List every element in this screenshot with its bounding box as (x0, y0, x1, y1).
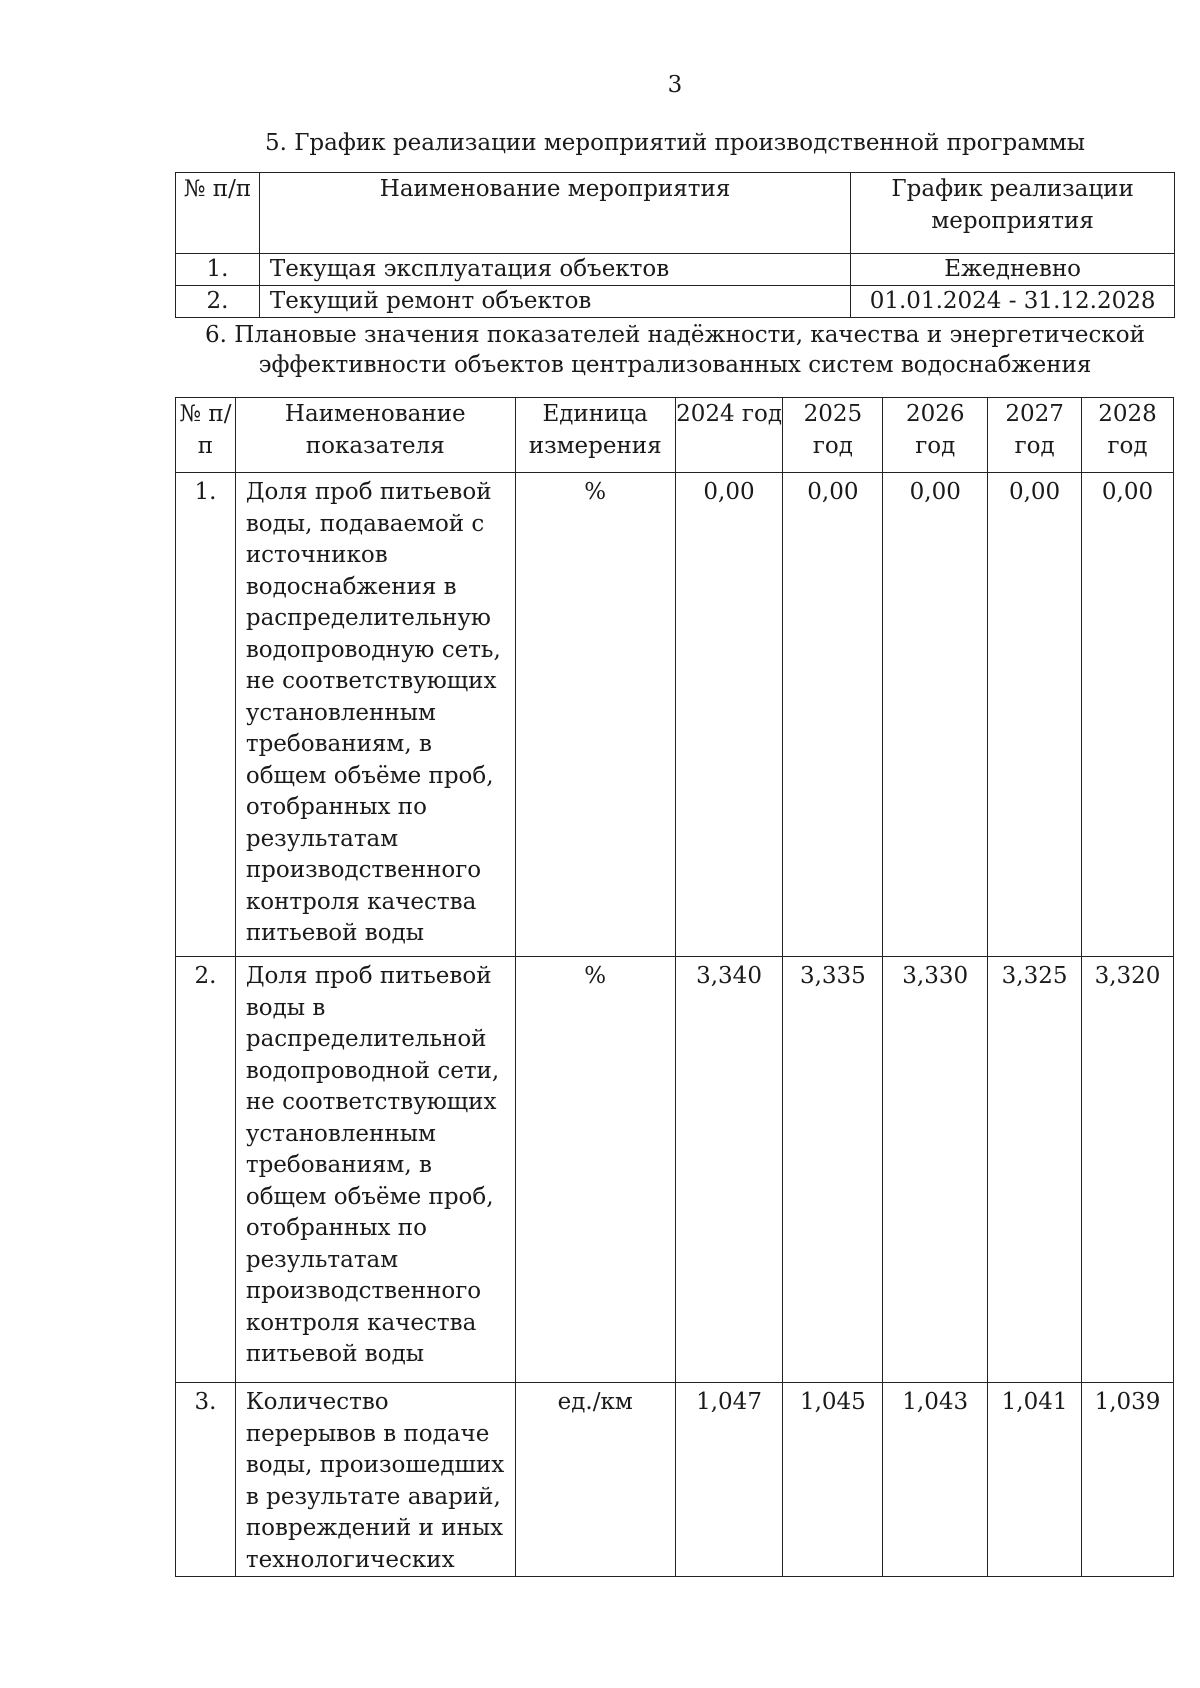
row-indicator-name: Количество перерывов в подаче воды, произошедших в результате аварий, повреждений и иных технологических (235, 1383, 515, 1577)
section-5-title: 5. График реализации мероприятий производственной программы (264, 130, 1086, 156)
header-year-2027: 2027 год (988, 398, 1082, 473)
row-indicator-name: Доля проб питьевой воды, подаваемой с источников водоснабжения в распределительную водопроводную сеть, не соответствующих установленным требованиям, в общем объёме проб, отобранных по результатам производственного контроля качества питьевой воды (235, 473, 515, 957)
header-unit: Единица измерения (515, 398, 675, 473)
row-value-2027: 0,00 (988, 473, 1082, 957)
section-6-title: 6. Плановые значения показателей надёжности, качества и энергетической эффективности объектов централизованных систем водоснабжения (205, 322, 1145, 378)
row-indicator-name: Доля проб питьевой воды в распределительной водопроводной сети, не соответствующих установленным требованиям, в общем объёме проб, отобранных по результатам производственного контроля качества питьевой воды (235, 957, 515, 1383)
page-number: 3 (667, 72, 683, 98)
row-value-2028: 3,320 (1082, 957, 1174, 1383)
row-schedule: 01.01.2024 - 31.12.2028 (851, 286, 1175, 318)
header-year-2024: 2024 год (675, 398, 783, 473)
header-schedule: График реализации мероприятия (851, 173, 1175, 254)
row-unit: ед./км (515, 1383, 675, 1577)
row-value-2027: 1,041 (988, 1383, 1082, 1577)
header-year-2026: 2026 год (883, 398, 988, 473)
header-year-2028: 2028 год (1082, 398, 1174, 473)
schedule-table-header (176, 173, 1175, 254)
row-event-name: Текущий ремонт объектов (259, 286, 850, 318)
row-value-2025: 0,00 (783, 473, 883, 957)
indicators-table-header (176, 398, 1174, 473)
row-value-2028: 0,00 (1082, 473, 1174, 957)
row-num: 2. (176, 286, 260, 318)
header-num: № п/п (176, 398, 236, 473)
row-num: 1. (176, 473, 236, 957)
table-row (176, 254, 1175, 286)
row-value-2024: 0,00 (675, 473, 783, 957)
row-unit: % (515, 473, 675, 957)
row-value-2025: 1,045 (783, 1383, 883, 1577)
header-event-name: Наименование мероприятия (259, 173, 850, 254)
indicators-table (175, 397, 1174, 1577)
row-value-2026: 1,043 (883, 1383, 988, 1577)
row-value-2026: 3,330 (883, 957, 988, 1383)
row-value-2026: 0,00 (883, 473, 988, 957)
row-value-2024: 1,047 (675, 1383, 783, 1577)
table-row (176, 286, 1175, 318)
row-value-2024: 3,340 (675, 957, 783, 1383)
table-row (176, 473, 1174, 957)
row-unit: % (515, 957, 675, 1383)
header-num: № п/п (176, 173, 260, 254)
row-num: 3. (176, 1383, 236, 1577)
row-value-2027: 3,325 (988, 957, 1082, 1383)
header-indicator-name: Наименование показателя (235, 398, 515, 473)
table-row (176, 957, 1174, 1383)
row-num: 1. (176, 254, 260, 286)
row-schedule: Ежедневно (851, 254, 1175, 286)
header-year-2025: 2025 год (783, 398, 883, 473)
table-row (176, 1383, 1174, 1577)
row-num: 2. (176, 957, 236, 1383)
row-event-name: Текущая эксплуатация объектов (259, 254, 850, 286)
row-value-2028: 1,039 (1082, 1383, 1174, 1577)
schedule-table (175, 172, 1175, 318)
row-value-2025: 3,335 (783, 957, 883, 1383)
